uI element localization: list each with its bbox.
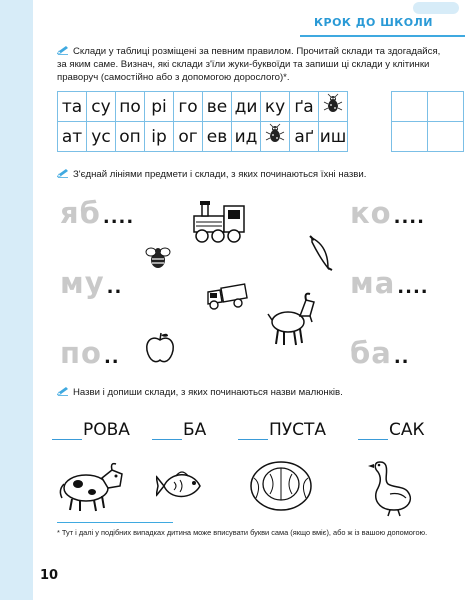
task2-text: З'єднай лініями предмети і склади, з яких починаються їхні назви. bbox=[73, 169, 367, 180]
word-rova bbox=[52, 420, 130, 440]
truck-picture bbox=[204, 278, 250, 312]
word-text: ПУСТА bbox=[269, 420, 327, 440]
dots: .... bbox=[102, 207, 135, 228]
syllable-cell: по bbox=[116, 92, 145, 122]
train-picture bbox=[190, 198, 250, 244]
syllable-cell: ат bbox=[58, 122, 87, 152]
syllable-table bbox=[57, 91, 348, 152]
syllable-cell: иш bbox=[319, 122, 348, 152]
syllable-row-2 bbox=[58, 122, 348, 152]
blank-field[interactable] bbox=[152, 424, 182, 440]
syllable-cell: оп bbox=[116, 122, 145, 152]
task2-instruction bbox=[57, 168, 452, 181]
syllable-text: по bbox=[60, 336, 102, 370]
syllable-text: ба bbox=[350, 336, 392, 370]
bug-cell bbox=[261, 122, 290, 152]
syllable-text: ко bbox=[350, 196, 392, 230]
syllable-mu bbox=[60, 266, 122, 300]
syllable-cell: ґа bbox=[290, 92, 319, 122]
goat-picture bbox=[266, 290, 318, 348]
syllable-cell: та bbox=[58, 92, 87, 122]
goose-picture bbox=[364, 454, 418, 518]
blank-field[interactable] bbox=[358, 424, 388, 440]
blank-field[interactable] bbox=[52, 424, 82, 440]
syllable-cell: ве bbox=[203, 92, 232, 122]
dots: .. bbox=[393, 347, 410, 368]
blank-field[interactable] bbox=[238, 424, 268, 440]
answer-cell[interactable] bbox=[428, 92, 464, 122]
syllable-cell: ку bbox=[261, 92, 290, 122]
header-title: КРОК ДО ШКОЛИ bbox=[314, 16, 433, 29]
bug-icon bbox=[322, 93, 344, 115]
syllable-cell: ір bbox=[145, 122, 174, 152]
word-text: БА bbox=[183, 420, 207, 440]
syllable-cell: ог bbox=[174, 122, 203, 152]
syllable-ko bbox=[350, 196, 425, 230]
answer-cell[interactable] bbox=[392, 92, 428, 122]
syllable-cell: ев bbox=[203, 122, 232, 152]
bug-icon bbox=[264, 123, 286, 145]
page-number: 10 bbox=[40, 568, 59, 583]
dots: .. bbox=[103, 347, 120, 368]
footnote: * Тут і далі у подібних випадках дитина може вписувати букви сама (якщо вміє), або ж із вашою допомогою. bbox=[57, 528, 428, 537]
syllable-cell: ди bbox=[232, 92, 261, 122]
syllable-yab bbox=[60, 196, 134, 230]
apple-picture bbox=[142, 330, 178, 366]
pencil-icon bbox=[57, 387, 69, 396]
bug-cell bbox=[319, 92, 348, 122]
word-text: РОВА bbox=[83, 420, 130, 440]
syllable-ba bbox=[350, 336, 410, 370]
syllable-row-1 bbox=[58, 92, 348, 122]
cow-picture bbox=[56, 456, 128, 512]
syllable-cell: ус bbox=[87, 122, 116, 152]
bee-picture bbox=[144, 244, 172, 270]
word-text: САК bbox=[389, 420, 425, 440]
dots: .. bbox=[106, 277, 123, 298]
syllable-cell: аґ bbox=[290, 122, 319, 152]
answer-cell[interactable] bbox=[428, 122, 464, 152]
task3-instruction bbox=[57, 386, 452, 399]
header-underline bbox=[300, 35, 465, 37]
fish-picture bbox=[156, 466, 212, 506]
dots: .... bbox=[397, 277, 429, 298]
pencil-icon bbox=[57, 46, 69, 55]
task3-text: Назви і допиши склади, з яких починаються назви малюнків. bbox=[73, 387, 343, 398]
syllable-cell: ид bbox=[232, 122, 261, 152]
word-ba bbox=[152, 420, 206, 440]
syllable-text: му bbox=[60, 266, 105, 300]
answer-cell[interactable] bbox=[392, 122, 428, 152]
task1-instruction bbox=[57, 45, 452, 84]
syllable-text: яб bbox=[60, 196, 101, 230]
task1-text: Склади у таблиці розміщені за певним правилом. Прочитай склади та здогадайся, за яким саме. Визнач, які склади з'їли жуки-буквоїди та запиши ці склади у клітинки праворуч (самостійно або з допомогою дорослого)*. bbox=[57, 46, 441, 83]
cabbage-picture bbox=[246, 454, 316, 514]
syllable-ma bbox=[350, 266, 429, 300]
answer-cells bbox=[391, 91, 464, 152]
syllable-cell: го bbox=[174, 92, 203, 122]
left-margin-strip bbox=[0, 0, 33, 600]
pencil-icon bbox=[57, 169, 69, 178]
header-decoration bbox=[413, 2, 459, 14]
syllable-text: ма bbox=[350, 266, 396, 300]
syllable-po bbox=[60, 336, 120, 370]
syllable-cell: су bbox=[87, 92, 116, 122]
syllable-cell: рі bbox=[145, 92, 174, 122]
banana-picture bbox=[306, 234, 336, 272]
dots: .... bbox=[393, 207, 425, 228]
word-pusta bbox=[238, 420, 326, 440]
word-sak bbox=[358, 420, 425, 440]
footnote-rule bbox=[57, 522, 173, 523]
